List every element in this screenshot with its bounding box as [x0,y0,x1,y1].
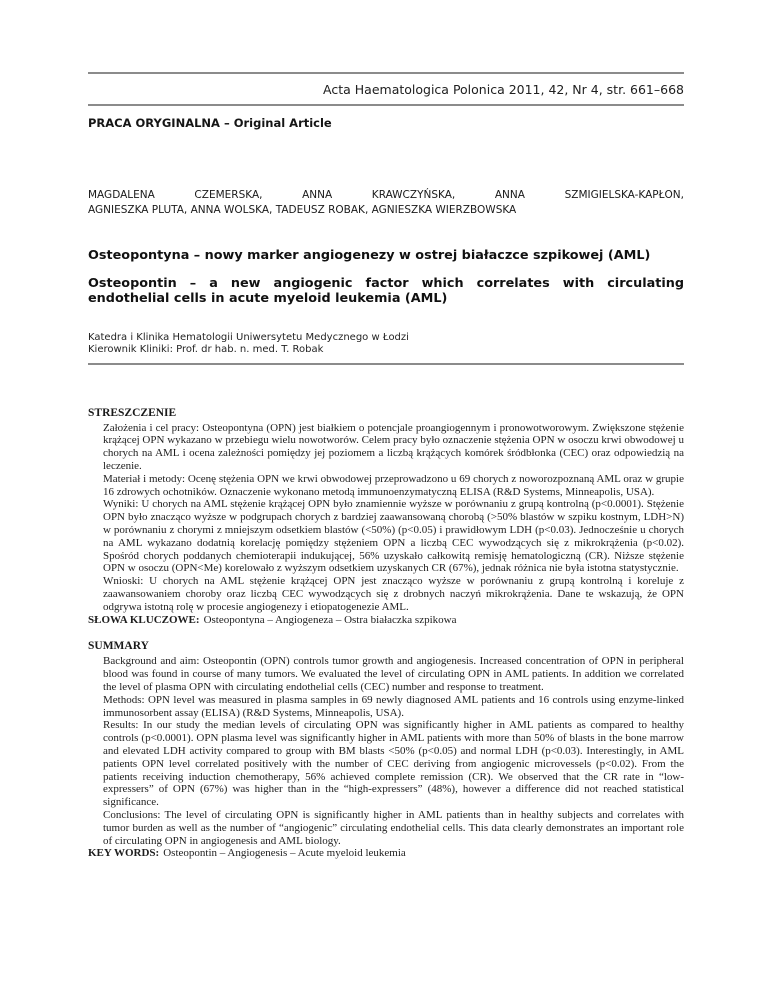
authors-line-1: MAGDALENA CZEMERSKA, ANNA KRAWCZYŃSKA, ANNA SZMIGIELSKA-KAPŁON, [88,189,684,201]
keywords-pl-line [88,614,684,627]
affiliation-block [88,332,684,357]
journal-citation: Acta Haematologica Polonica 2011, 42, Nr 4, str. 661–668 [323,82,684,97]
article-page [88,0,684,860]
keywords-pl-label: SŁOWA KLUCZOWE: [88,613,200,626]
keywords-en-text: Osteopontin – Angiogenesis – Acute myeloid leukemia [163,847,406,860]
authors-line-2: AGNIESZKA PLUTA, ANNA WOLSKA, TADEUSZ ROBAK, AGNIESZKA WIERZBOWSKA [88,203,517,216]
keywords-pl-text: Osteopontyna – Angiogeneza – Ostra białaczka szpikowa [203,613,457,626]
keywords-en-label: KEY WORDS: [88,847,160,860]
summary-paragraph-conclusions: Conclusions: The level of circulating OPN is significantly higher in AML patients than in healthy subjects and correlates with tumor burden as well as the number of “angiogenic” circulating endothelial cells. This data clearly demonstrates an important role of circulating OPN in angiogenesis and AML biology. [103,808,684,847]
authors-block [88,188,684,217]
top-rule [88,72,684,74]
affiliation-rule [88,363,684,365]
affiliation-head: Kierownik Kliniki: Prof. dr hab. n. med. T. Robak [88,344,324,356]
summary-paragraph-results: Results: In our study the median levels of circulating OPN was significantly higher in AML patients as compared to healthy controls (p<0.0001). OPN plasma level was significantly higher in AML patients with more than 50% of blasts in the bone marrow and elevated LDH activity compared to group with BM blasts <50% (p<0.05) and normal LDH (p<0.03). Interestingly, in AML patients OPN level correlated positively with the number of CEC deriving from angiogenic microvessels (p<0.02). From the patients receiving induction chemotherapy, 56% achieved complete remission (CR). We observed that the CR rate in “low-expressers” of OPN (67%) was higher than in the “high-expressers” (48%), however a difference did not reached statistical significance. [103,719,684,809]
summary-paragraph-background: Background and aim: Osteopontin (OPN) controls tumor growth and angiogenesis. Increased concentration of OPN in peripheral blood was found in course of many tumors. We evaluated the level of circulating OPN in AML patients. In addition we correlated the level of plasma OPN with circulating endothelial cells (CEC) number and response to treatment. [103,655,684,693]
abstract-pl-paragraph-results: Wyniki: U chorych na AML stężenie krążącej OPN było znamiennie wyższe w porównaniu z grupą kontrolną (p<0.0001). Stężenie OPN było znacząco wyższe w podgrupach chorych z bardziej zaawansowaną chorobą (>50% blastów w szpiku kostnym, LDH>N) w porównaniu z chorymi z mniejszym odsetkiem blastów (<50%) (p<0.05) i prawidłowym LDH (p<0.03). Jednocześnie u chorych na AML wykazano dodatnią korelację pomiędzy stężeniem OPN a liczbą CEC wywodzących się z mikrokrążenia (p<0.02). Spośród chorych poddanych chemioterapii indukującej, 56% uzyskało całkowitą remisję hematologiczną (CR). Niższe stężenie OPN w osoczu (OPN<Me) korelowało z wyższym odsetkiem uzyskanych CR (67%), jednak różnica nie była istotna statystycznie. [103,498,684,575]
summary-body [88,655,684,847]
abstract-pl-paragraph-aims: Założenia i cel pracy: Osteopontyna (OPN) jest białkiem o potencjale proangiogennym i pronowotworowym. Zwiększone stężenie krążącej OPN wykazano w przebiegu wielu nowotworów. Celem pracy było oznaczenie stężenia OPN w osoczu krwi obwodowej u chorych na AML i ocena zależności pomiędzy jej poziomem a liczbą krążących komórek śródbłonka (CEC) oraz odpowiedzią na leczenie. [103,421,684,472]
abstract-pl-body [88,422,684,614]
title-english: Osteopontin – a new angiogenic factor which correlates with circulating endothelial cells in acute myeloid leukemia (AML) [88,276,684,306]
article-type-label: PRACA ORYGINALNA – Original Article [88,116,332,130]
summary-paragraph-methods: Methods: OPN level was measured in plasma samples in 69 newly diagnosed AML patients and 16 controls using enzyme-linked immunosorbent assay (ELISA) (R&D Systems, Minneapolis, USA). [103,693,684,719]
abstract-pl-heading: STRESZCZENIE [88,406,177,419]
summary-heading: SUMMARY [88,640,149,653]
affiliation-department: Katedra i Klinika Hematologii Uniwersytetu Medycznego w Łodzi [88,331,409,343]
abstract-pl-paragraph-conclusions: Wnioski: U chorych na AML stężenie krążącej OPN jest znacząco wyższe w porównaniu z grupą kontrolną i koreluje z zaawansowaniem choroby oraz liczbą CEC wywodzących się z drobnych naczyń mikrokrążenia. Dane te wskazują, że OPN odgrywa istotną rolę w procesie angiogenezy i etiopatogenezie AML. [103,575,684,613]
header-rule [88,104,684,106]
keywords-en-line [88,847,684,860]
abstract-pl-paragraph-methods: Materiał i metody: Ocenę stężenia OPN we krwi obwodowej przeprowadzono u 69 chorych z noworozpoznaną AML oraz w grupie 16 zdrowych ochotników. Oznaczenie wykonano metodą immunoenzymatyczną ELISA (R&D Systems, Minneapolis, USA). [103,472,684,498]
title-polish: Osteopontyna – nowy marker angiogenezy w ostrej białaczce szpikowej (AML) [88,248,651,263]
